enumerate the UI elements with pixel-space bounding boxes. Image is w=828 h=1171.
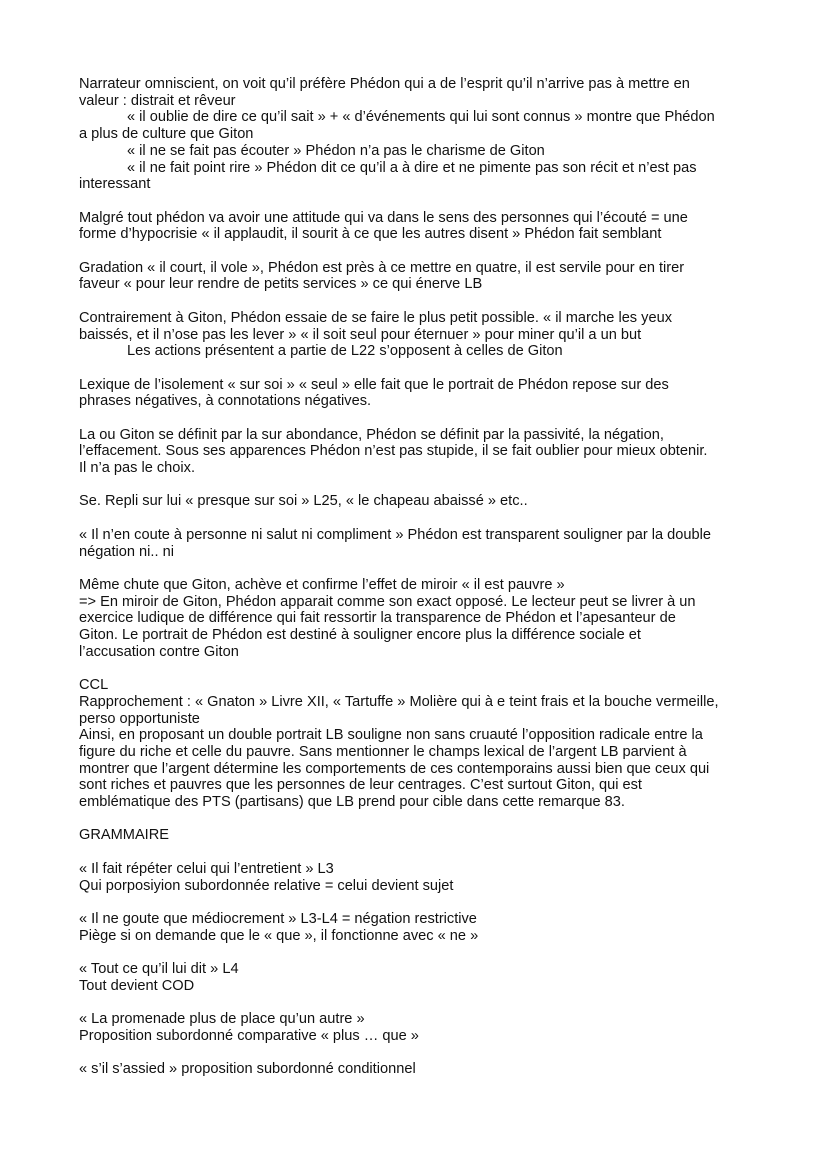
text-line: Qui porposiyion subordonnée relative = celui devient sujet: [79, 877, 454, 894]
paragraph-gap: [79, 243, 758, 260]
text-line: faveur « pour leur rendre de petits services » ce qui énerve LB: [79, 276, 483, 293]
paragraph: [79, 210, 758, 243]
paragraph: [79, 527, 758, 560]
paragraph: [79, 76, 758, 193]
text-line: emblématique des PTS (partisans) que LB prend pour cible dans cette remarque 83.: [79, 794, 625, 811]
text-line: CCL: [79, 677, 109, 694]
paragraph-gap: [79, 560, 758, 577]
paragraph: [79, 1061, 758, 1078]
text-line: Lexique de l’isolement « sur soi » « seul » elle fait que le portrait de Phédon repose sur des: [79, 376, 669, 393]
text-line: « il ne se fait pas écouter » Phédon n’a pas le charisme de Giton: [127, 142, 545, 159]
text-line: a plus de culture que Giton: [79, 126, 254, 143]
text-line: La ou Giton se définit par la sur abondance, Phédon se définit par la passivité, la négation,: [79, 426, 664, 443]
paragraph-gap: [79, 1045, 758, 1062]
text-line: valeur : distrait et rêveur: [79, 92, 236, 109]
paragraph: [79, 911, 758, 944]
paragraph: [79, 827, 758, 844]
text-line: « s’il s’assied » proposition subordonné conditionnel: [79, 1061, 416, 1078]
paragraph: [79, 377, 758, 410]
text-line: Se. Repli sur lui « presque sur soi » L25, « le chapeau abaissé » etc..: [79, 493, 528, 510]
paragraph-gap: [79, 510, 758, 527]
paragraph-gap: [79, 811, 758, 828]
text-line: l’accusation contre Giton: [79, 643, 239, 660]
paragraph: [79, 861, 758, 894]
text-line: Tout devient COD: [79, 977, 195, 994]
text-line: Narrateur omniscient, on voit qu’il préfère Phédon qui a de l’esprit qu’il n’arrive pas à mettre en: [79, 76, 690, 92]
text-line: GRAMMAIRE: [79, 827, 169, 844]
text-line: « Tout ce qu’il lui dit » L4: [79, 961, 239, 978]
text-line: Contrairement à Giton, Phédon essaie de se faire le plus petit possible. « il marche les yeux: [79, 309, 672, 326]
text-line: sont riches et pauvres que les personnes de leur centrages. C’est surtout Giton, qui est: [79, 777, 642, 794]
paragraph-gap: [79, 410, 758, 427]
paragraph-gap: [79, 293, 758, 310]
paragraph: [79, 427, 758, 477]
text-line: Même chute que Giton, achève et confirme l’effet de miroir « il est pauvre »: [79, 576, 565, 593]
text-line: montrer que l’argent détermine les comportements de ces contemporains aussi bien que ceux qui: [79, 760, 710, 777]
paragraph-gap: [79, 994, 758, 1011]
text-line: Gradation « il court, il vole », Phédon est près à ce mettre en quatre, il est servile pour en tirer: [79, 259, 685, 276]
text-line: Les actions présentent a partie de L22 s’opposent à celles de Giton: [127, 343, 563, 360]
paragraph-gap: [79, 844, 758, 861]
paragraph-gap: [79, 894, 758, 911]
text-line: « Il ne goute que médiocrement » L3-L4 = négation restrictive: [79, 910, 477, 927]
paragraph: [79, 1011, 758, 1044]
paragraph-gap: [79, 360, 758, 377]
paragraph: [79, 677, 758, 811]
paragraph-gap: [79, 193, 758, 210]
paragraph: [79, 961, 758, 994]
text-line: perso opportuniste: [79, 710, 200, 727]
paragraph: [79, 260, 758, 293]
paragraph-gap: [79, 660, 758, 677]
text-line: « il ne fait point rire » Phédon dit ce qu’il a à dire et ne pimente pas son récit et n’est pas: [127, 159, 697, 176]
text-line: Ainsi, en proposant un double portrait LB souligne non sans cruauté l’opposition radicale entre la: [79, 727, 703, 744]
text-line: Rapprochement : « Gnaton » Livre XII, « Tartuffe » Molière qui à e teint frais et la bouche vermeille,: [79, 693, 719, 710]
text-line: phrases négatives, à connotations négatives.: [79, 393, 372, 410]
text-line: baissés, et il n’ose pas les lever » « il soit seul pour éternuer » pour miner qu’il a un but: [79, 326, 642, 343]
paragraph: [79, 493, 758, 510]
text-line: « Il fait répéter celui qui l’entretient » L3: [79, 860, 334, 877]
text-line: => En miroir de Giton, Phédon apparait comme son exact opposé. Le lecteur peut se livrer à un: [79, 593, 696, 610]
text-line: Il n’a pas le choix.: [79, 460, 196, 477]
text-line: « Il n’en coute à personne ni salut ni compliment » Phédon est transparent souligner par la double: [79, 526, 711, 543]
paragraph: [79, 310, 758, 360]
text-line: forme d’hypocrisie « il applaudit, il sourit à ce que les autres disent » Phédon fait semblant: [79, 226, 662, 243]
text-line: négation ni.. ni: [79, 543, 174, 560]
paragraph-gap: [79, 944, 758, 961]
paragraph: [79, 577, 758, 661]
text-line: exercice ludique de différence qui fait ressortir la transparence de Phédon et l’apesanteur de: [79, 610, 676, 627]
text-line: Malgré tout phédon va avoir une attitude qui va dans le sens des personnes qui l’écouté = une: [79, 209, 688, 226]
text-line: Proposition subordonné comparative « plus … que »: [79, 1027, 419, 1044]
text-line: Giton. Le portrait de Phédon est destiné à souligner encore plus la différence sociale et: [79, 627, 641, 644]
text-line: figure du riche et celle du pauvre. Sans mentionner le champs lexical de l’argent LB parvient à: [79, 743, 687, 760]
text-line: l’effacement. Sous ses apparences Phédon n’est pas stupide, il se fait oublier pour mieux obtenir.: [79, 443, 708, 460]
text-line: « La promenade plus de place qu’un autre »: [79, 1011, 365, 1028]
text-line: « il oublie de dire ce qu’il sait » + « d’événements qui lui sont connus » montre que Phédon: [127, 109, 715, 126]
text-line: Piège si on demande que le « que », il fonctionne avec « ne »: [79, 927, 479, 944]
text-line: interessant: [79, 176, 151, 193]
paragraph-gap: [79, 477, 758, 494]
